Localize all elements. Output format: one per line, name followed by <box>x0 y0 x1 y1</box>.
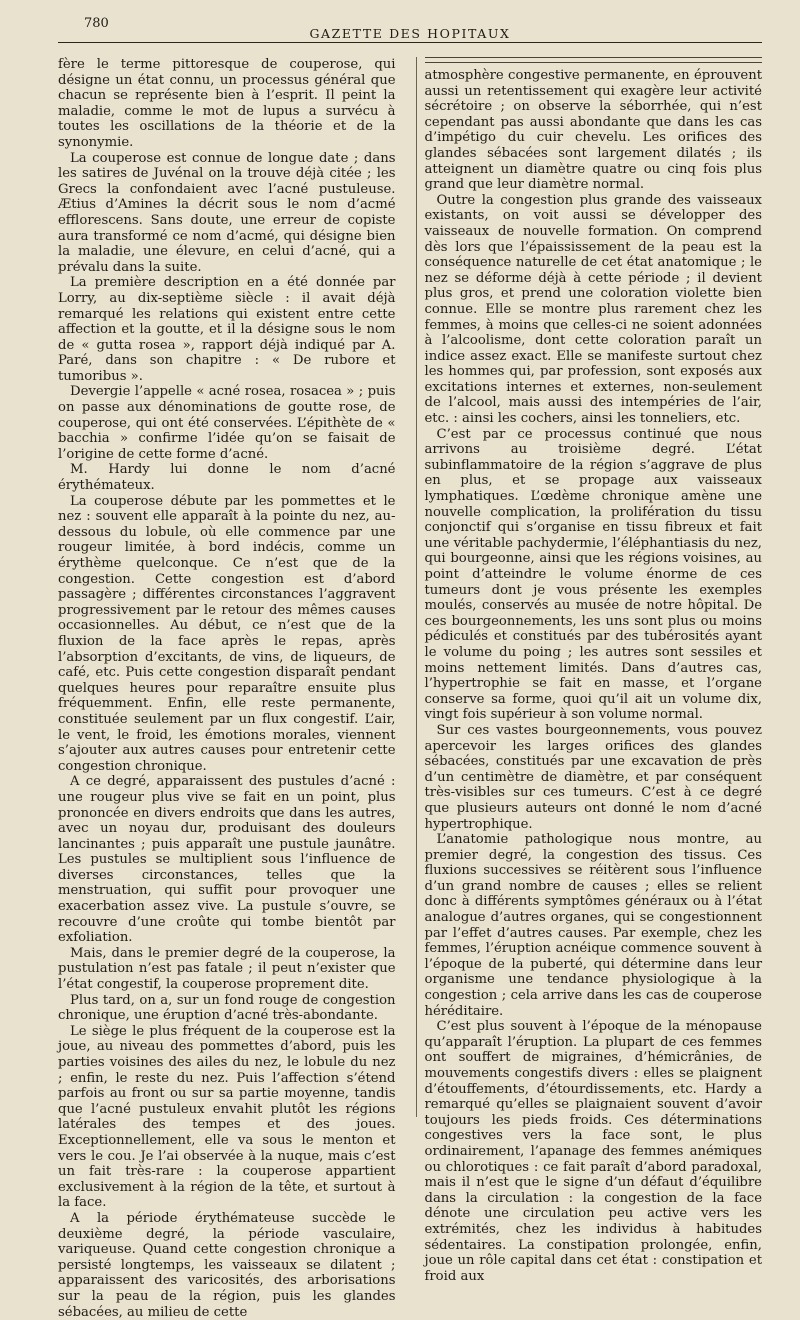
paragraph: Sur ces vastes bourgeonnements, vous pouvez apercevoir les larges orifices des glandes sébacées, constitués par une excavation de près d’un centimètre de diamètre, et par conséquent très-visibles sur ces tumeurs. C’est à ce degré que plusieurs auteurs ont donné le nom d’acné hypertrophique. <box>424 722 762 832</box>
top-double-rule <box>425 57 763 63</box>
paragraph: C’est plus souvent à l’époque de la ménopause qu’apparaît l’éruption. La plupart de ces femmes ont souffert de migraines, d’hémicrânies, de mouvements congestifs divers : elles se plaignent d’étouffements, d’étourdissements, etc. Hardy a remarqué qu’elles se plaignaient souvent d’avoir toujours les pieds froids. Ces déterminations congestives vers la face sont, le plus ordinairement, l’apanage des femmes anémiques ou chlorotiques : ce fait paraît d’abord paradoxal, mais il n’est que le signe d’un défaut d’équilibre dans la circulation : la congestion de la face dénote une circulation peu active vers les extrémités, chez les individus à habitudes sédentaires. La constipation prolongée, enfin, joue un rôle capital dans cet état : constipation et froid aux <box>424 1019 762 1284</box>
paragraph: A la période érythémateuse succède le deuxième degré, la période vasculaire, variqueuse. Quand cette congestion chronique a persisté longtemps, les vaisseaux se dilatent ; apparaissent des varicosités, des arborisations sur la peau de la région, puis les glandes sébacées, au milieu de cette <box>58 1210 396 1320</box>
paragraph: Le siège le plus fréquent de la couperose est la joue, au niveau des pommettes d’abord, puis les parties voisines des ailes du nez, le lobule du nez ; enfin, le reste du nez. Puis l’affection s’étend parfois au front ou sur sa partie moyenne, tandis que l’acné pustuleux envahit plutôt les régions latérales des tempes et des joues. Exceptionnellement, elle va sous le menton et vers le cou. Je l’ai observée à la nuque, mais c’est un fait très-rare : la couperose appartient exclusivement à la région de la tête, et surtout à la face. <box>58 1023 396 1211</box>
page-number: 780 <box>84 16 109 31</box>
right-column <box>416 57 763 1284</box>
article-columns <box>58 57 762 1320</box>
paragraph: fère le terme pittoresque de couperose, qui désigne un état connu, un processus général que chacun se représente bien à l’esprit. Il peint la maladie, comme le mot de lupus a survécu à toutes les oscillations de la théorie et de la synonymie. <box>58 57 396 150</box>
paragraph: C’est par ce processus continué que nous arrivons au troisième degré. L’état subinflammatoire de la région s’aggrave de plus en plus, et se propage aux vaisseaux lymphatiques. L’œdème chronique amène une nouvelle complication, la prolifération du tissu conjonctif qui s’organise en tissu fibreux et fait une véritable pachydermie, l’éléphantiasis du nez, qui bourgeonne, ainsi que les régions voisines, au point d’atteindre le volume énorme de ces tumeurs dont je vous présente les exemples moulés, conservés au musée de notre hôpital. De ces bourgeonnements, les uns sont plus ou moins pédiculés et constitués par des tubérosités ayant le volume du poing ; les autres sont sessiles et moins nettement limités. Dans d’autres cas, l’hypertrophie se fait en masse, et l’organe conserve sa forme, quoi qu’il ait un volume dix, vingt fois supérieur à son volume normal. <box>424 426 762 723</box>
paragraph: Mais, dans le premier degré de la couperose, la pustulation n’est pas fatale ; il peut n’exister que l’état congestif, la couperose proprement dite. <box>58 945 396 993</box>
paragraph: La couperose est connue de longue date ; dans les satires de Juvénal on la trouve déjà citée ; les Grecs la confondaient avec l’acné pustuleuse. Ætius d’Amines la décrit sous le nom d’acmé efflorescens. Sans doute, une erreur de copiste aura transformé ce nom d’acmé, qui désigne bien la maladie, une élevure, en celui d’acné, qui a prévalu dans la suite. <box>58 150 396 275</box>
paragraph: La couperose débute par les pommettes et le nez : souvent elle apparaît à la pointe du nez, au-dessous du lobule, où elle commence par une rougeur limitée, à bord indécis, comme un érythème quelconque. Ce n’est que de la congestion. Cette congestion est d’abord passagère ; différentes circonstances l’aggravent progressivement par le retour des mêmes causes occasionnelles. Au début, ce n’est que de la fluxion de la face après le repas, après l’absorption d’excitants, de vins, de liqueurs, de café, etc. Puis cette congestion disparaît pendant quelques heures pour reparaître ensuite plus fréquemment. Enfin, elle reste permanente, constituée seulement par un flux congestif. L’air, le vent, le froid, les émotions morales, viennent s’ajouter aux autres causes pour entretenir cette congestion chronique. <box>58 493 396 774</box>
paragraph: Devergie l’appelle « acné rosea, rosacea » ; puis on passe aux dénominations de goutte rose, de couperose, qui ont été conservées. L’épithète de « bacchia » confirme l’idée qu’on se faisait de l’origine de cette forme d’acné. <box>58 384 396 462</box>
left-column <box>58 57 396 1320</box>
paragraph: M. Hardy lui donne le nom d’acné érythémateux. <box>58 462 396 494</box>
page-header <box>58 12 762 43</box>
paragraph: L’anatomie pathologique nous montre, au premier degré, la congestion des tissus. Ces fluxions successives se réitèrent sous l’influence d’un grand nombre de causes ; elles se relient donc à différents symptômes généraux ou à l’état analogue d’autres organes, qui se congestionnent par l’effet d’autres causes. Par exemple, chez les femmes, l’éruption acnéique commence souvent à l’époque de la puberté, qui détermine dans leur organisme une tendance physiologique à la congestion ; cela arrive dans les cas de couperose héréditaire. <box>424 832 762 1019</box>
paragraph: atmosphère congestive permanente, en éprouvent aussi un retentissement qui exagère leur activité sécrétoire ; on observe la séborrhée, qui n’est cependant pas aussi abondante que dans les cas d’impétigo du cuir chevelu. Les orifices des glandes sébacées sont largement dilatés ; ils atteignent un diamètre quatre ou cinq fois plus grand que leur diamètre normal. <box>424 68 762 193</box>
paragraph: A ce degré, apparaissent des pustules d’acné : une rougeur plus vive se fait en un point, plus prononcée en divers endroits que dans les autres, avec un noyau dur, produisant des douleurs lancinantes ; puis apparaît une pustule jaunâtre. Les pustules se multiplient sous l’influence de diverses circonstances, telles que la menstruation, qui suffit pour provoquer une exacerbation assez vive. La pustule s’ouvre, se recouvre d’une croûte qui tombe bientôt par exfoliation. <box>58 774 396 946</box>
paragraph: Outre la congestion plus grande des vaisseaux existants, on voit aussi se développer des vaisseaux de nouvelle formation. On comprend dès lors que l’épaississement de la peau est la conséquence naturelle de cet état anatomique ; le nez se déforme déjà à cette période ; il devient plus gros, et prend une coloration violette bien connue. Elle se montre plus rarement chez les femmes, à moins que celles-ci ne soient adonnées à l’alcoolisme, dont cette coloration paraît un indice assez exact. Elle se manifeste surtout chez les hommes qui, par profession, sont exposés aux excitations internes et externes, non-seulement de l’alcool, mais aussi des intempéries de l’air, etc. : ainsi les cochers, ainsi les tonneliers, etc. <box>424 192 762 427</box>
paragraph: La première description en a été donnée par Lorry, au dix-septième siècle : il avait déjà remarqué les relations qui existent entre cette affection et la goutte, et il la désigne sous le nom de « gutta rosea », rapport déjà indiqué par A. Paré, dans son chapitre : « De rubore et tumoribus ». <box>58 275 396 384</box>
paragraph: Plus tard, on a, sur un fond rouge de congestion chronique, une éruption d’acné très-abondante. <box>58 992 396 1024</box>
journal-title: GAZETTE DES HOPITAUX <box>309 26 511 41</box>
